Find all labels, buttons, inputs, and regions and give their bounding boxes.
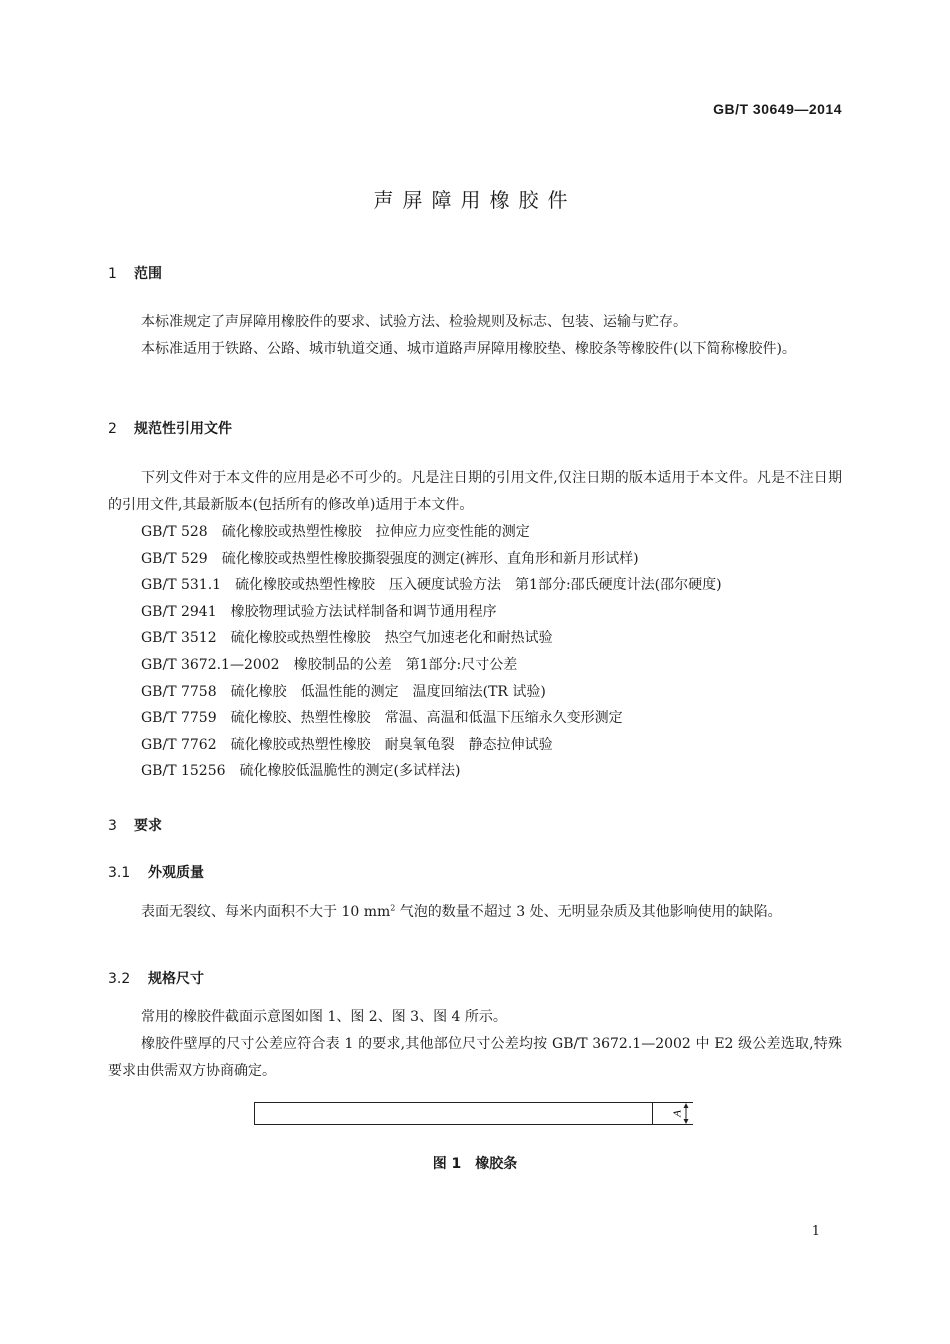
section-number: 2 [108, 421, 117, 437]
arrow-top [684, 1103, 689, 1108]
reference-title: 硫化橡胶或热塑性橡胶 耐臭氧龟裂 静态拉伸试验 [230, 736, 553, 753]
reference-title: 硫化橡胶或热塑性橡胶 拉伸应力应变性能的测定 [221, 524, 530, 540]
reference-item [141, 546, 861, 573]
reference-item [141, 652, 861, 679]
reference-item [141, 599, 861, 626]
section-2-heading [108, 418, 232, 438]
reference-item [141, 758, 861, 785]
reference-title: 硫化橡胶、热塑性橡胶 常温、高温和低温下压缩永久变形测定 [230, 710, 623, 727]
section-title: 要求 [134, 818, 162, 834]
reference-code: GB/T 7758 [141, 683, 217, 700]
strip-outline [255, 1103, 653, 1125]
section-3-heading [108, 815, 162, 835]
section-1-paragraph-1: 本标准规定了声屏障用橡胶件的要求、试验方法、检验规则及标志、包装、运输与贮存。 [141, 314, 687, 330]
reference-code: GB/T 3672.1—2002 [141, 656, 280, 673]
section-number: 3.2 [108, 971, 131, 987]
section-number: 1 [108, 266, 117, 282]
reference-code: GB/T 7759 [141, 710, 217, 727]
reference-title: 硫化橡胶或热塑性橡胶 压入硬度试验方法 第1部分:邵氏硬度计法(邵尔硬度) [235, 577, 722, 594]
figure-1-rubber-strip-diagram [254, 1102, 693, 1125]
reference-item [141, 625, 861, 652]
document-title: 声屏障用橡胶件 [373, 188, 577, 212]
section-3-2-paragraph-1: 常用的橡胶件截面示意图如图 1、图 2、图 3、图 4 所示。 [141, 1009, 507, 1025]
reference-title: 硫化橡胶或热塑性橡胶撕裂强度的测定(裤形、直角形和新月形试样) [221, 550, 639, 567]
section-number: 3.1 [108, 865, 131, 881]
reference-title: 橡胶制品的公差 第1部分:尺寸公差 [293, 656, 518, 673]
reference-code: GB/T 3512 [141, 630, 217, 647]
paragraph-text: 表面无裂纹、每米内面积不大于 10 mm [141, 904, 391, 920]
dimension-label: A [671, 1110, 684, 1117]
section-title: 范围 [134, 266, 162, 282]
section-1-heading [108, 263, 162, 283]
reference-title: 硫化橡胶 低温性能的测定 温度回缩法(TR 试验) [230, 683, 546, 700]
reference-item [141, 519, 861, 546]
reference-item [141, 732, 861, 759]
reference-code: GB/T 15256 [141, 763, 226, 780]
reference-item [141, 679, 861, 706]
reference-item [141, 705, 861, 732]
reference-code: GB/T 7762 [141, 736, 217, 753]
section-title: 外观质量 [148, 865, 204, 881]
reference-title: 硫化橡胶或热塑性橡胶 热空气加速老化和耐热试验 [230, 630, 553, 647]
section-3-1-heading [108, 862, 204, 882]
arrow-bottom [684, 1119, 689, 1124]
section-number: 3 [108, 818, 117, 834]
paragraph-text: 气泡的数量不超过 3 处、无明显杂质及其他影响使用的缺陷。 [395, 904, 782, 920]
section-3-1-paragraph [108, 899, 842, 926]
reference-item [141, 572, 861, 599]
normative-references-list [141, 519, 861, 785]
superscript: 2 [390, 903, 396, 913]
section-2-intro: 下列文件对于本文件的应用是必不可少的。凡是注日期的引用文件,仅注日期的版本适用于本文件。凡是不注日期的引用文件,其最新版本(包括所有的修改单)适用于本文件。 [108, 470, 842, 513]
section-title: 规范性引用文件 [134, 421, 232, 437]
reference-code: GB/T 529 [141, 550, 208, 567]
figure-1-caption: 图 1 橡胶条 [432, 1156, 518, 1172]
section-3-2-heading [108, 968, 204, 988]
reference-title: 硫化橡胶低温脆性的测定(多试样法) [239, 763, 461, 780]
page-number: 1 [811, 1224, 820, 1239]
reference-code: GB/T 531.1 [141, 577, 222, 594]
reference-code: GB/T 2941 [141, 603, 217, 620]
reference-code: GB/T 528 [141, 524, 208, 540]
reference-title: 橡胶物理试验方法试样制备和调节通用程序 [230, 603, 497, 620]
standard-number: GB/T 30649—2014 [713, 101, 842, 117]
section-1-paragraph-2: 本标准适用于铁路、公路、城市轨道交通、城市道路声屏障用橡胶垫、橡胶条等橡胶件(以下简称橡胶件)。 [141, 341, 796, 357]
section-title: 规格尺寸 [148, 971, 204, 987]
section-3-2-paragraph-2: 橡胶件壁厚的尺寸公差应符合表 1 的要求,其他部位尺寸公差均按 GB/T 3672.1—2002 中 E2 级公差选取,特殊要求由供需双方协商确定。 [108, 1036, 842, 1079]
